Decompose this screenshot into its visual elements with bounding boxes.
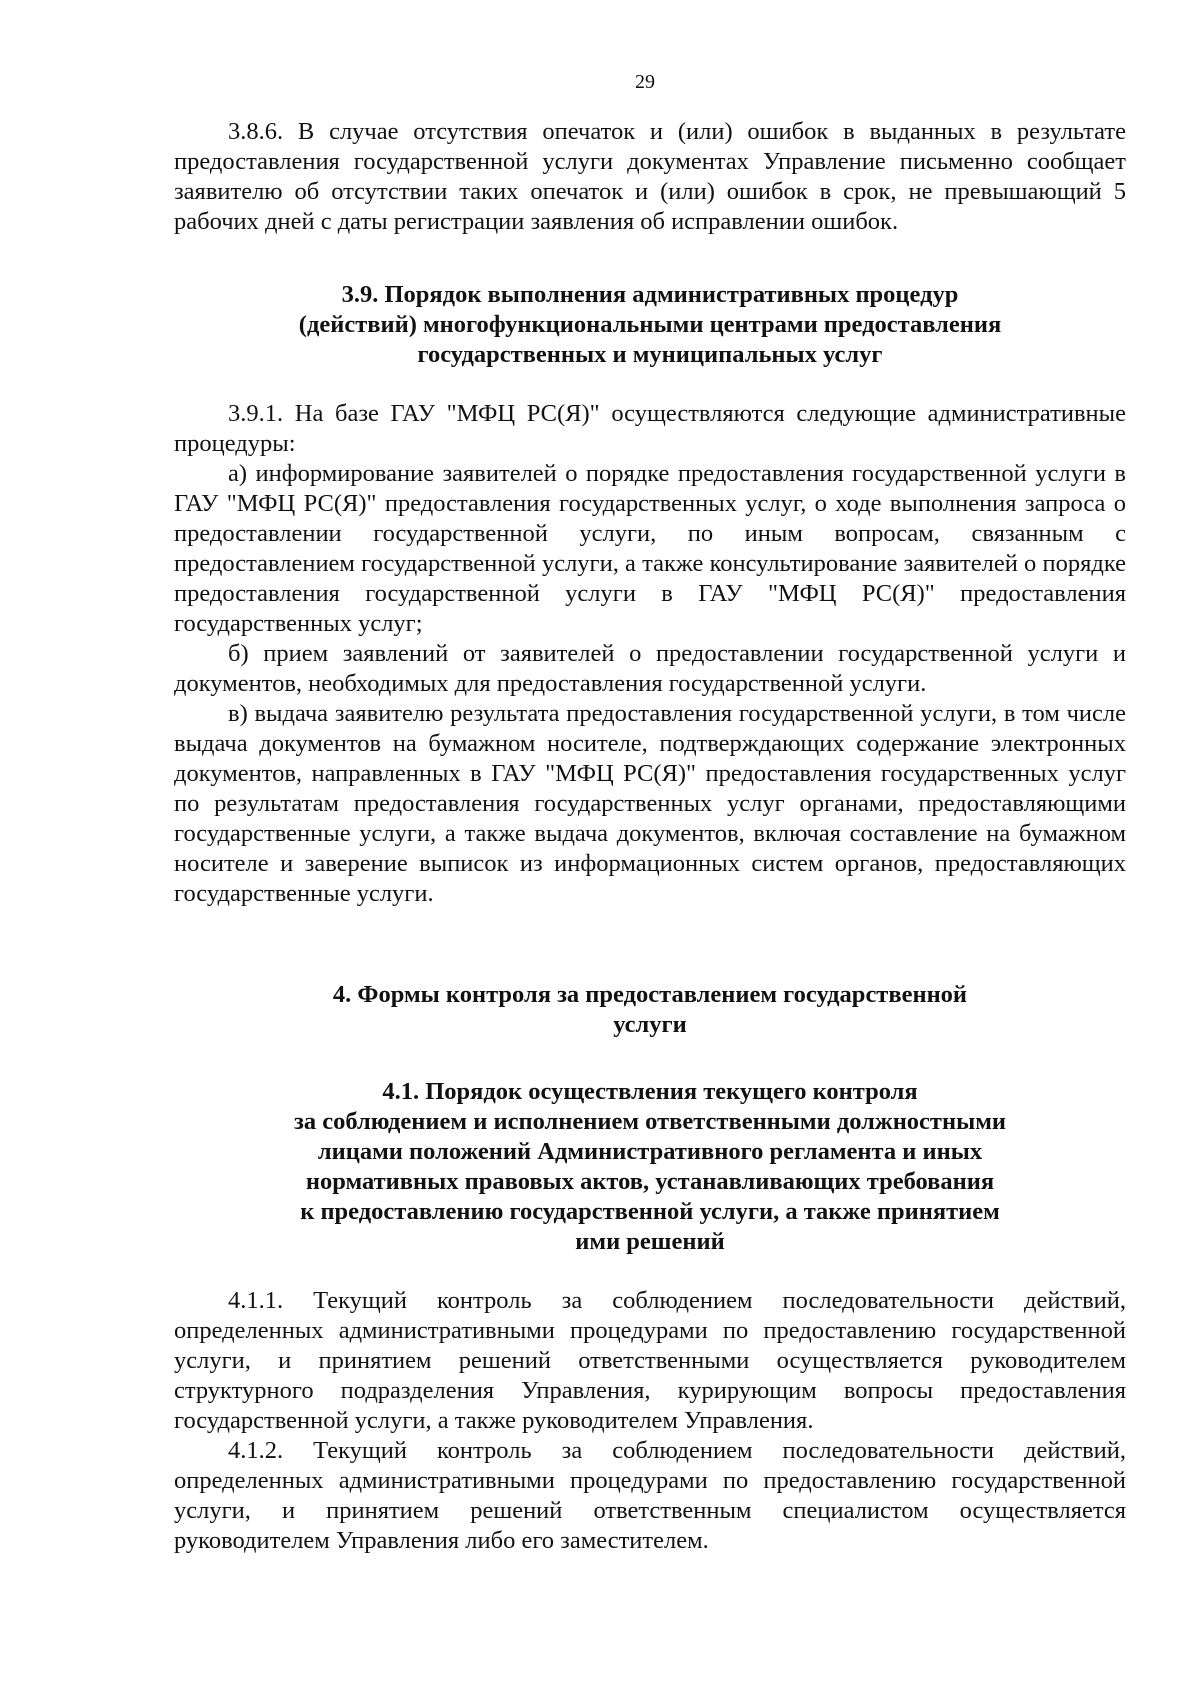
- page-number: 29: [635, 71, 655, 93]
- paragraph-item-v: в) выдача заявителю результата предоставления государственной услуги, в том числе выдача документов на бумажном носителе, подтверждающих содержание электронных документов, направленных в ГАУ "МФЦ РС(Я)" предоставления государственных услуг по результатам предоставления государственных услуг органами, предоставляющими государственные услуги, а также выдача документов, включая составление на бумажном носителе и заверение выписок из информационных систем органов, предоставляющих государственные услуги.: [174, 700, 1126, 907]
- heading-3-9-line-1: 3.9. Порядок выполнения административных процедур: [341, 281, 959, 308]
- heading-3-9: [174, 280, 1126, 370]
- heading-4-1-line-5: к предоставлению государственной услуги, а также принятием: [300, 1198, 1000, 1225]
- heading-4-1-line-2: за соблюдением и исполнением ответственными должностными: [293, 1108, 1007, 1135]
- heading-4-1-line-3: лицами положений Административного регламента и иных: [317, 1138, 983, 1165]
- paragraph-3-8-6: 3.8.6. В случае отсутствия опечаток и (или) ошибок в выданных в результате предоставления государственной услуги документах Управление письменно сообщает заявителю об отсутствии таких опечаток и (или) ошибок в срок, не превышающий 5 рабочих дней с даты регистрации заявления об исправлении ошибок.: [174, 118, 1126, 235]
- document-body: [174, 117, 1126, 1556]
- paragraph-3-9-1: 3.9.1. На базе ГАУ "МФЦ РС(Я)" осуществляются следующие административные процедуры:: [174, 400, 1126, 457]
- paragraph-item-b: б) прием заявлений от заявителей о предоставлении государственной услуги и документов, необходимых для предоставления государственной услуги.: [174, 640, 1126, 697]
- heading-4: [174, 980, 1126, 1040]
- heading-3-9-line-3: государственных и муниципальных услуг: [417, 341, 883, 368]
- heading-4-1-line-6: ими решений: [575, 1228, 725, 1255]
- heading-4-line-1: 4. Формы контроля за предоставлением государственной: [332, 981, 968, 1008]
- paragraph-4-1-2: 4.1.2. Текущий контроль за соблюдением последовательности действий, определенных административными процедурами по предоставлению государственной услуги, и принятием решений ответственным специалистом осуществляется руководителем Управления либо его заместителем.: [174, 1437, 1126, 1554]
- paragraph-item-a: а) информирование заявителей о порядке предоставления государственной услуги в ГАУ "МФЦ РС(Я)" предоставления государственных услуг, о ходе выполнения запроса о предоставлении государственной услуги, по иным вопросам, связанным с предоставлением государственной услуги, а также консультирование заявителей о порядке предоставления государственной услуги в ГАУ "МФЦ РС(Я)" предоставления государственных услуг;: [174, 460, 1126, 637]
- heading-4-1-line-1: 4.1. Порядок осуществления текущего контроля: [382, 1078, 918, 1105]
- heading-4-1-line-4: нормативных правовых актов, устанавливающих требования: [305, 1168, 995, 1195]
- heading-3-9-line-2: (действий) многофункциональными центрами предоставления: [298, 311, 1002, 338]
- heading-4-1: [174, 1077, 1126, 1257]
- paragraph-4-1-1: 4.1.1. Текущий контроль за соблюдением последовательности действий, определенных административными процедурами по предоставлению государственной услуги, и принятием решений ответственными осуществляется руководителем структурного подразделения Управления, курирующим вопросы предоставления государственной услуги, а также руководителем Управления.: [174, 1287, 1126, 1434]
- heading-4-line-2: услуги: [613, 1011, 687, 1038]
